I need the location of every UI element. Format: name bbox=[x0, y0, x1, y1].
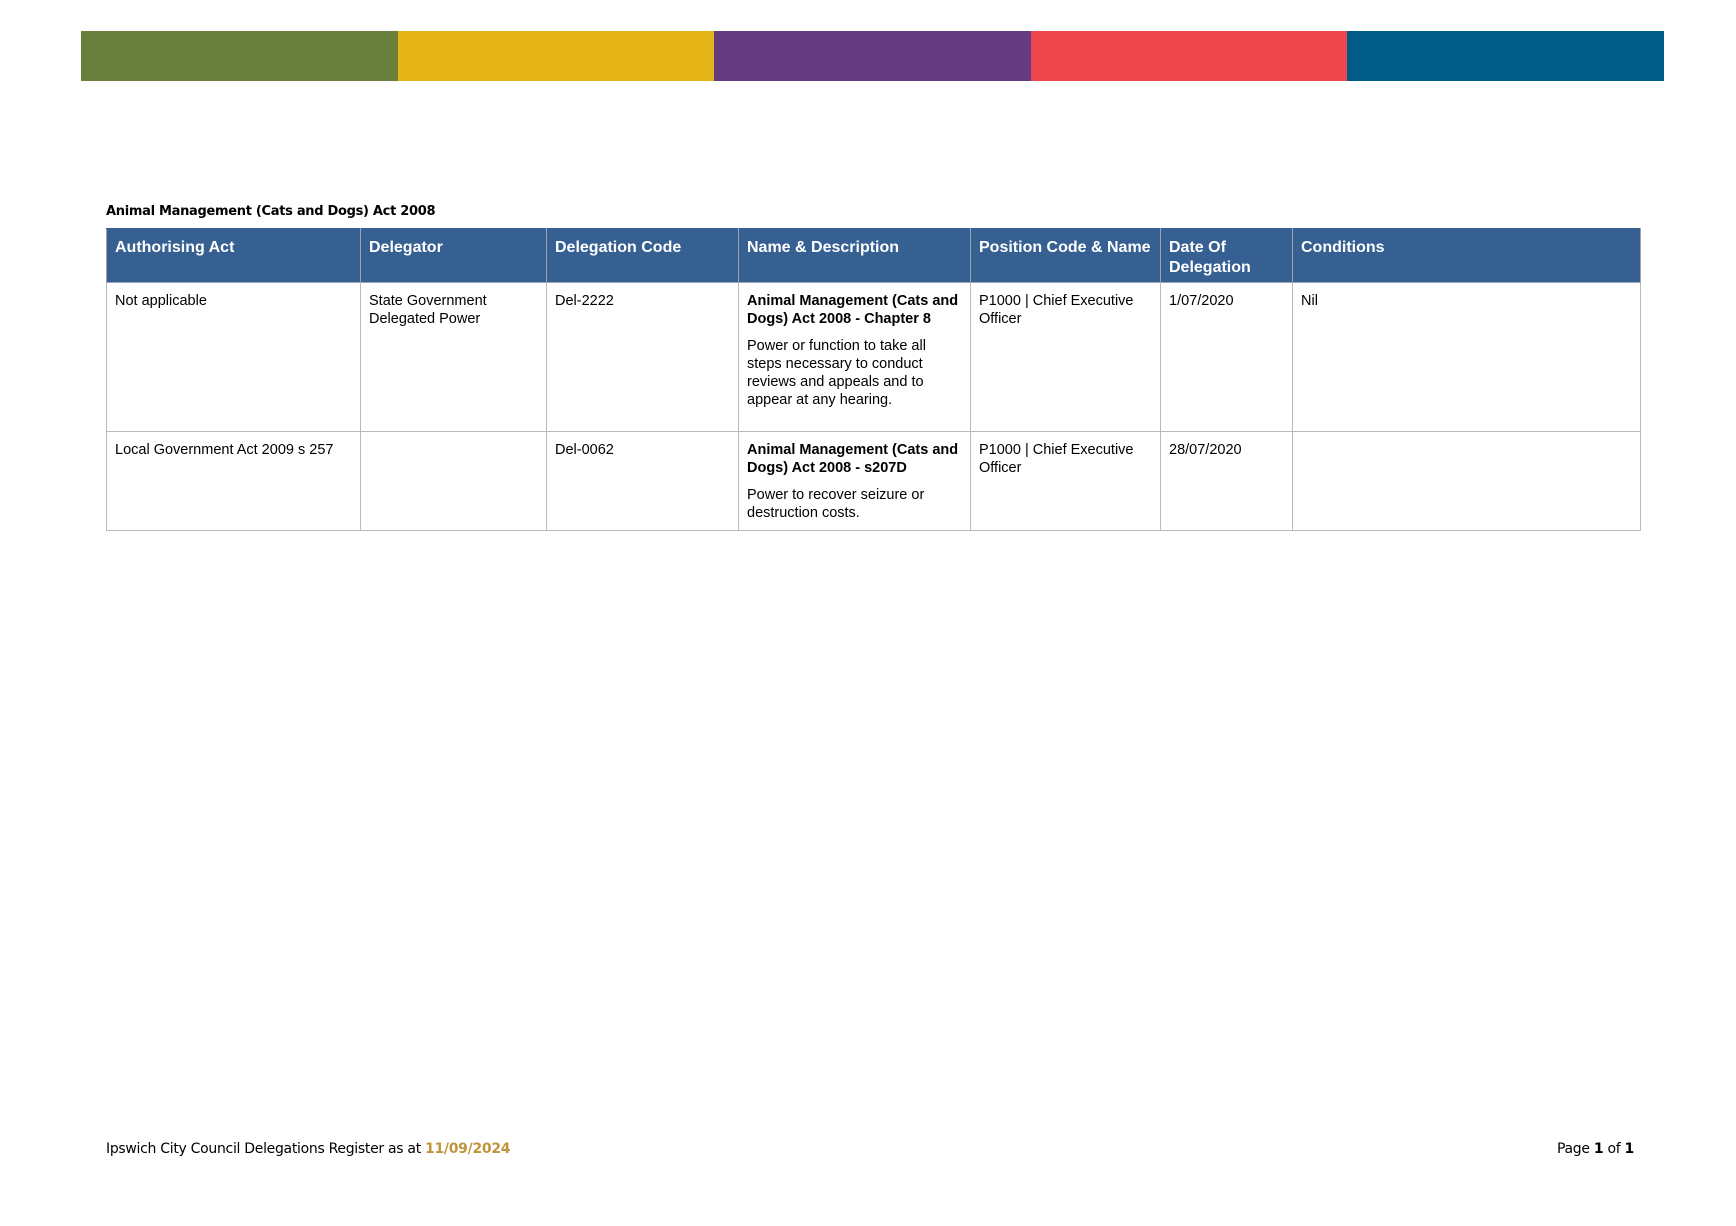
delegation-name: Animal Management (Cats and Dogs) Act 2008 - Chapter 8 bbox=[747, 293, 959, 327]
cell-position: P1000 | Chief Executive Officer bbox=[971, 432, 1161, 531]
column-header-date: Date Of Delegation bbox=[1161, 229, 1293, 283]
section-title: Animal Management (Cats and Dogs) Act 2008 bbox=[106, 204, 436, 219]
cell-authorising-act: Not applicable bbox=[107, 283, 361, 432]
page-of: of bbox=[1607, 1141, 1621, 1157]
cell-delegator: State Government Delegated Power bbox=[361, 283, 547, 432]
delegation-description: Power or function to take all steps necessary to conduct reviews and appeals and to appear at any hearing. bbox=[747, 338, 926, 408]
column-header-position: Position Code & Name bbox=[971, 229, 1161, 283]
page-number bbox=[1557, 1141, 1634, 1157]
band-segment-purple bbox=[714, 31, 1031, 81]
delegation-description: Power to recover seizure or destruction costs. bbox=[747, 487, 925, 521]
band-segment-yellow bbox=[398, 31, 715, 81]
footer-register-note bbox=[106, 1141, 510, 1157]
cell-authorising-act: Local Government Act 2009 s 257 bbox=[107, 432, 361, 531]
column-header-name-description: Name & Description bbox=[739, 229, 971, 283]
cell-conditions: Nil bbox=[1293, 283, 1641, 432]
column-header-authorising-act: Authorising Act bbox=[107, 229, 361, 283]
cell-date: 1/07/2020 bbox=[1161, 283, 1293, 432]
footer-register-text: Ipswich City Council Delegations Register as at bbox=[106, 1141, 421, 1157]
cell-delegation-code: Del-0062 bbox=[547, 432, 739, 531]
table-row bbox=[107, 283, 1641, 432]
brand-color-band bbox=[81, 31, 1664, 81]
page-label: Page bbox=[1557, 1141, 1590, 1157]
band-segment-red bbox=[1031, 31, 1348, 81]
cell-delegation-code: Del-2222 bbox=[547, 283, 739, 432]
column-header-delegator: Delegator bbox=[361, 229, 547, 283]
cell-date: 28/07/2020 bbox=[1161, 432, 1293, 531]
cell-conditions bbox=[1293, 432, 1641, 531]
cell-delegator bbox=[361, 432, 547, 531]
column-header-conditions: Conditions bbox=[1293, 229, 1641, 283]
page-total: 1 bbox=[1624, 1141, 1634, 1157]
delegations-table bbox=[106, 228, 1641, 531]
footer-register-date: 11/09/2024 bbox=[425, 1141, 511, 1157]
cell-position: P1000 | Chief Executive Officer bbox=[971, 283, 1161, 432]
page-current: 1 bbox=[1593, 1141, 1604, 1157]
band-segment-green bbox=[81, 31, 398, 81]
cell-name-description bbox=[739, 432, 971, 531]
cell-name-description bbox=[739, 283, 971, 432]
delegation-name: Animal Management (Cats and Dogs) Act 2008 - s207D bbox=[747, 442, 959, 476]
band-segment-blue bbox=[1347, 31, 1664, 81]
table-header-row bbox=[107, 229, 1641, 283]
column-header-delegation-code: Delegation Code bbox=[547, 229, 739, 283]
table-row bbox=[107, 432, 1641, 531]
